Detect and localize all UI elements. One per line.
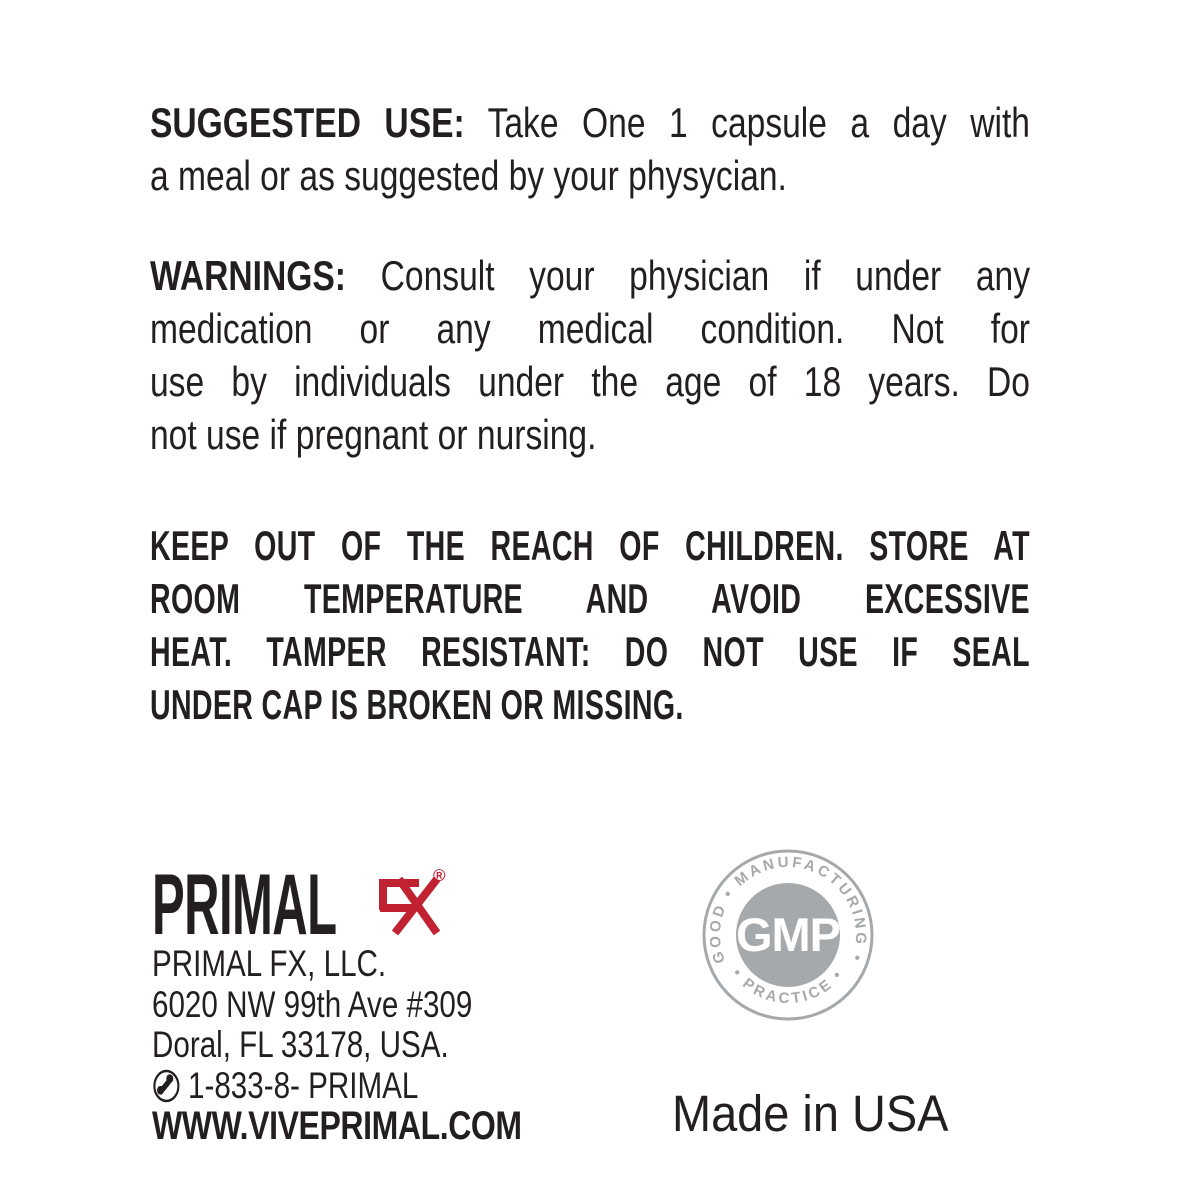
suggested-use-paragraph (150, 96, 1030, 202)
warnings-text: Consult your physician if under any (380, 252, 1030, 299)
gmp-badge-arc-top-text: GOOD • MANUFACTURING • (706, 853, 870, 966)
primal-logo-wordmark (152, 857, 338, 953)
suggested-use-label: SUGGESTED USE: (150, 99, 465, 146)
warnings-line-2: medication or any medical condition. Not for (150, 305, 1030, 352)
storage-warning-line-4: UNDER CAP IS BROKEN OR MISSING. (150, 681, 684, 728)
warnings-label: WARNINGS: (150, 252, 346, 299)
suggested-use-line-2: a meal or as suggested by your physycian. (150, 152, 787, 199)
gmp-badge-center-text: GMP (735, 908, 841, 961)
storage-warning-line-1: KEEP OUT OF THE REACH OF CHILDREN. STORE AT (150, 522, 1030, 569)
storage-warning-paragraph (150, 519, 1030, 731)
company-address-block (152, 944, 672, 1147)
suggested-use-text: Take One 1 capsule a day with (487, 99, 1030, 146)
warnings-line-4: not use if pregnant or nursing. (150, 411, 597, 458)
address-line-1: 6020 NW 99th Ave #309 (152, 983, 473, 1025)
address-line-2: Doral, FL 33178, USA. (152, 1024, 449, 1065)
gmp-badge (683, 830, 893, 1040)
suggested-use-line-1 (150, 96, 1030, 149)
storage-warning-line-2: ROOM TEMPERATURE AND AVOID EXCESSIVE (150, 575, 1030, 622)
phone-row (152, 1066, 568, 1107)
fx-logo-icon (378, 877, 440, 935)
registered-trademark-icon: ® (433, 866, 446, 885)
storage-warning-line-3: HEAT. TAMPER RESISTANT: DO NOT USE IF SEAL (150, 628, 1030, 675)
company-name: PRIMAL FX, LLC. (152, 943, 387, 984)
phone-icon (152, 1068, 181, 1104)
phone-number: 1-833-8- PRIMAL (188, 1064, 419, 1106)
warnings-paragraph (150, 249, 1030, 461)
made-in-usa-text: Made in USA (672, 1085, 949, 1142)
primal-logo-text: PRIMAL (152, 857, 337, 953)
website-url: WWW.VIVEPRIMAL.COM (152, 1104, 522, 1148)
warnings-line-3: use by individuals under the age of 18 years. Do (150, 358, 1030, 405)
warnings-line-1 (150, 249, 1030, 302)
gmp-badge-arc-bottom-text: • PRACTICE • (728, 965, 848, 1008)
